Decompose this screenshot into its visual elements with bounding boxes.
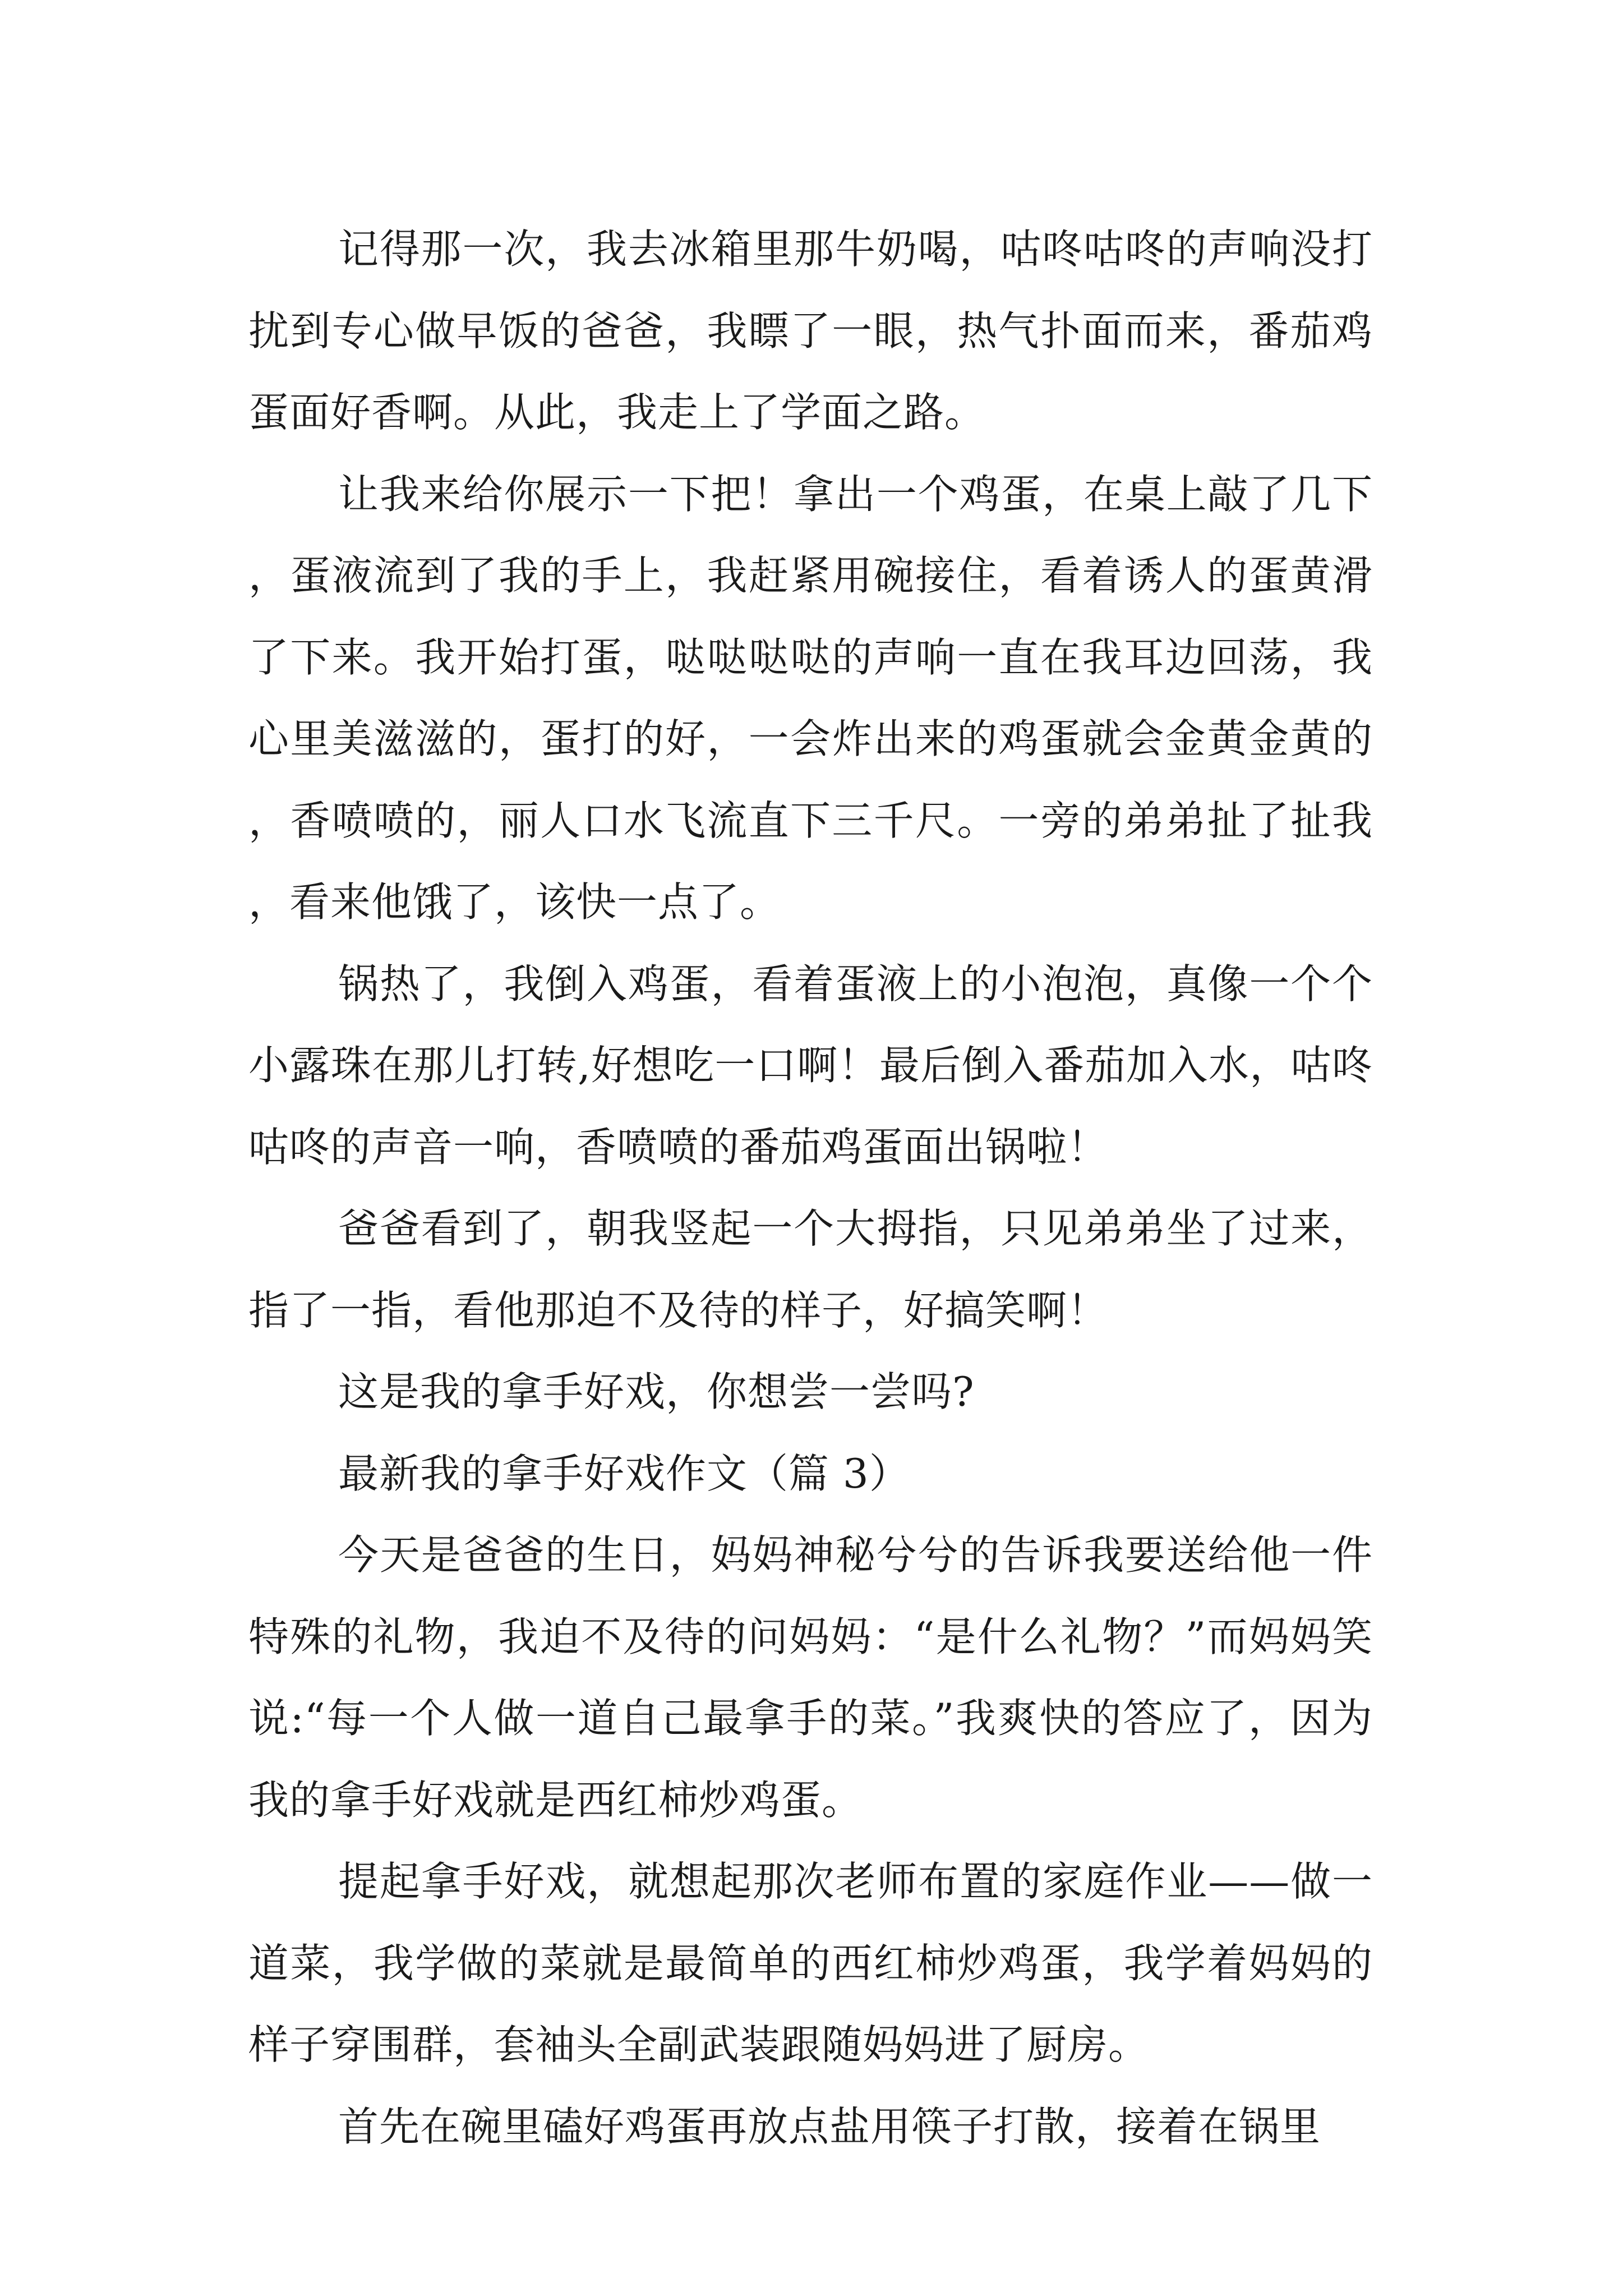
paragraph-8: 首先在碗里磕好鸡蛋再放点盐用筷子打散，接着在锅里 bbox=[338, 2102, 1321, 2150]
paragraph-2: 让我来给你展示一下把！拿出一个鸡蛋，在桌上敲了几下，蛋液流到了我的手上，我赶紧用碗接住，看着诱人的蛋黄滑了下来。我开始打蛋，哒哒哒哒的声响一直在我耳边回荡，我心里美滋滋的，蛋打的好，一会炸出来的鸡蛋就会金黄金黄的，香喷喷的，丽人口水飞流直下三千尺。一旁的弟弟扯了扯我，看来他饿了，该快一点了。 bbox=[248, 470, 1373, 926]
paragraph-3: 锅热了，我倒入鸡蛋，看着蛋液上的小泡泡，真像一个个小露珠在那儿打转,好想吃一口啊！最后倒入番茄加入水，咕咚咕咚的声音一响，香喷喷的番茄鸡蛋面出锅啦！ bbox=[248, 960, 1373, 1171]
section-heading: 最新我的拿手好戏作文（篇 3） bbox=[338, 1450, 910, 1497]
paragraph-7: 提起拿手好戏，就想起那次老师布置的家庭作业——做一道菜，我学做的菜就是最简单的西红柿炒鸡蛋，我学着妈妈的样子穿围群，套袖头全副武装跟随妈妈进了厨房。 bbox=[248, 1858, 1373, 2068]
paragraph-1: 记得那一次，我去冰箱里那牛奶喝，咕咚咕咚的声响没打扰到专心做早饭的爸爸，我瞟了一眼，热气扑面而来，番茄鸡蛋面好香啊。从此，我走上了学面之路。 bbox=[248, 226, 1373, 436]
paragraph-6: 今天是爸爸的生日，妈妈神秘兮兮的告诉我要送给他一件特殊的礼物，我迫不及待的问妈妈：“是什么礼物？”而妈妈笑说:“每一个人做一道自己最拿手的菜。”我爽快的答应了，因为我的拿手好戏就是西红柿炒鸡蛋。 bbox=[248, 1531, 1373, 1824]
essay-body bbox=[248, 209, 1373, 2168]
paragraph-4: 爸爸看到了，朝我竖起一个大拇指，只见弟弟坐了过来，指了一指，看他那迫不及待的样子，好搞笑啊！ bbox=[248, 1205, 1373, 1334]
paragraph-5: 这是我的拿手好戏，你想尝一尝吗? bbox=[338, 1368, 975, 1415]
